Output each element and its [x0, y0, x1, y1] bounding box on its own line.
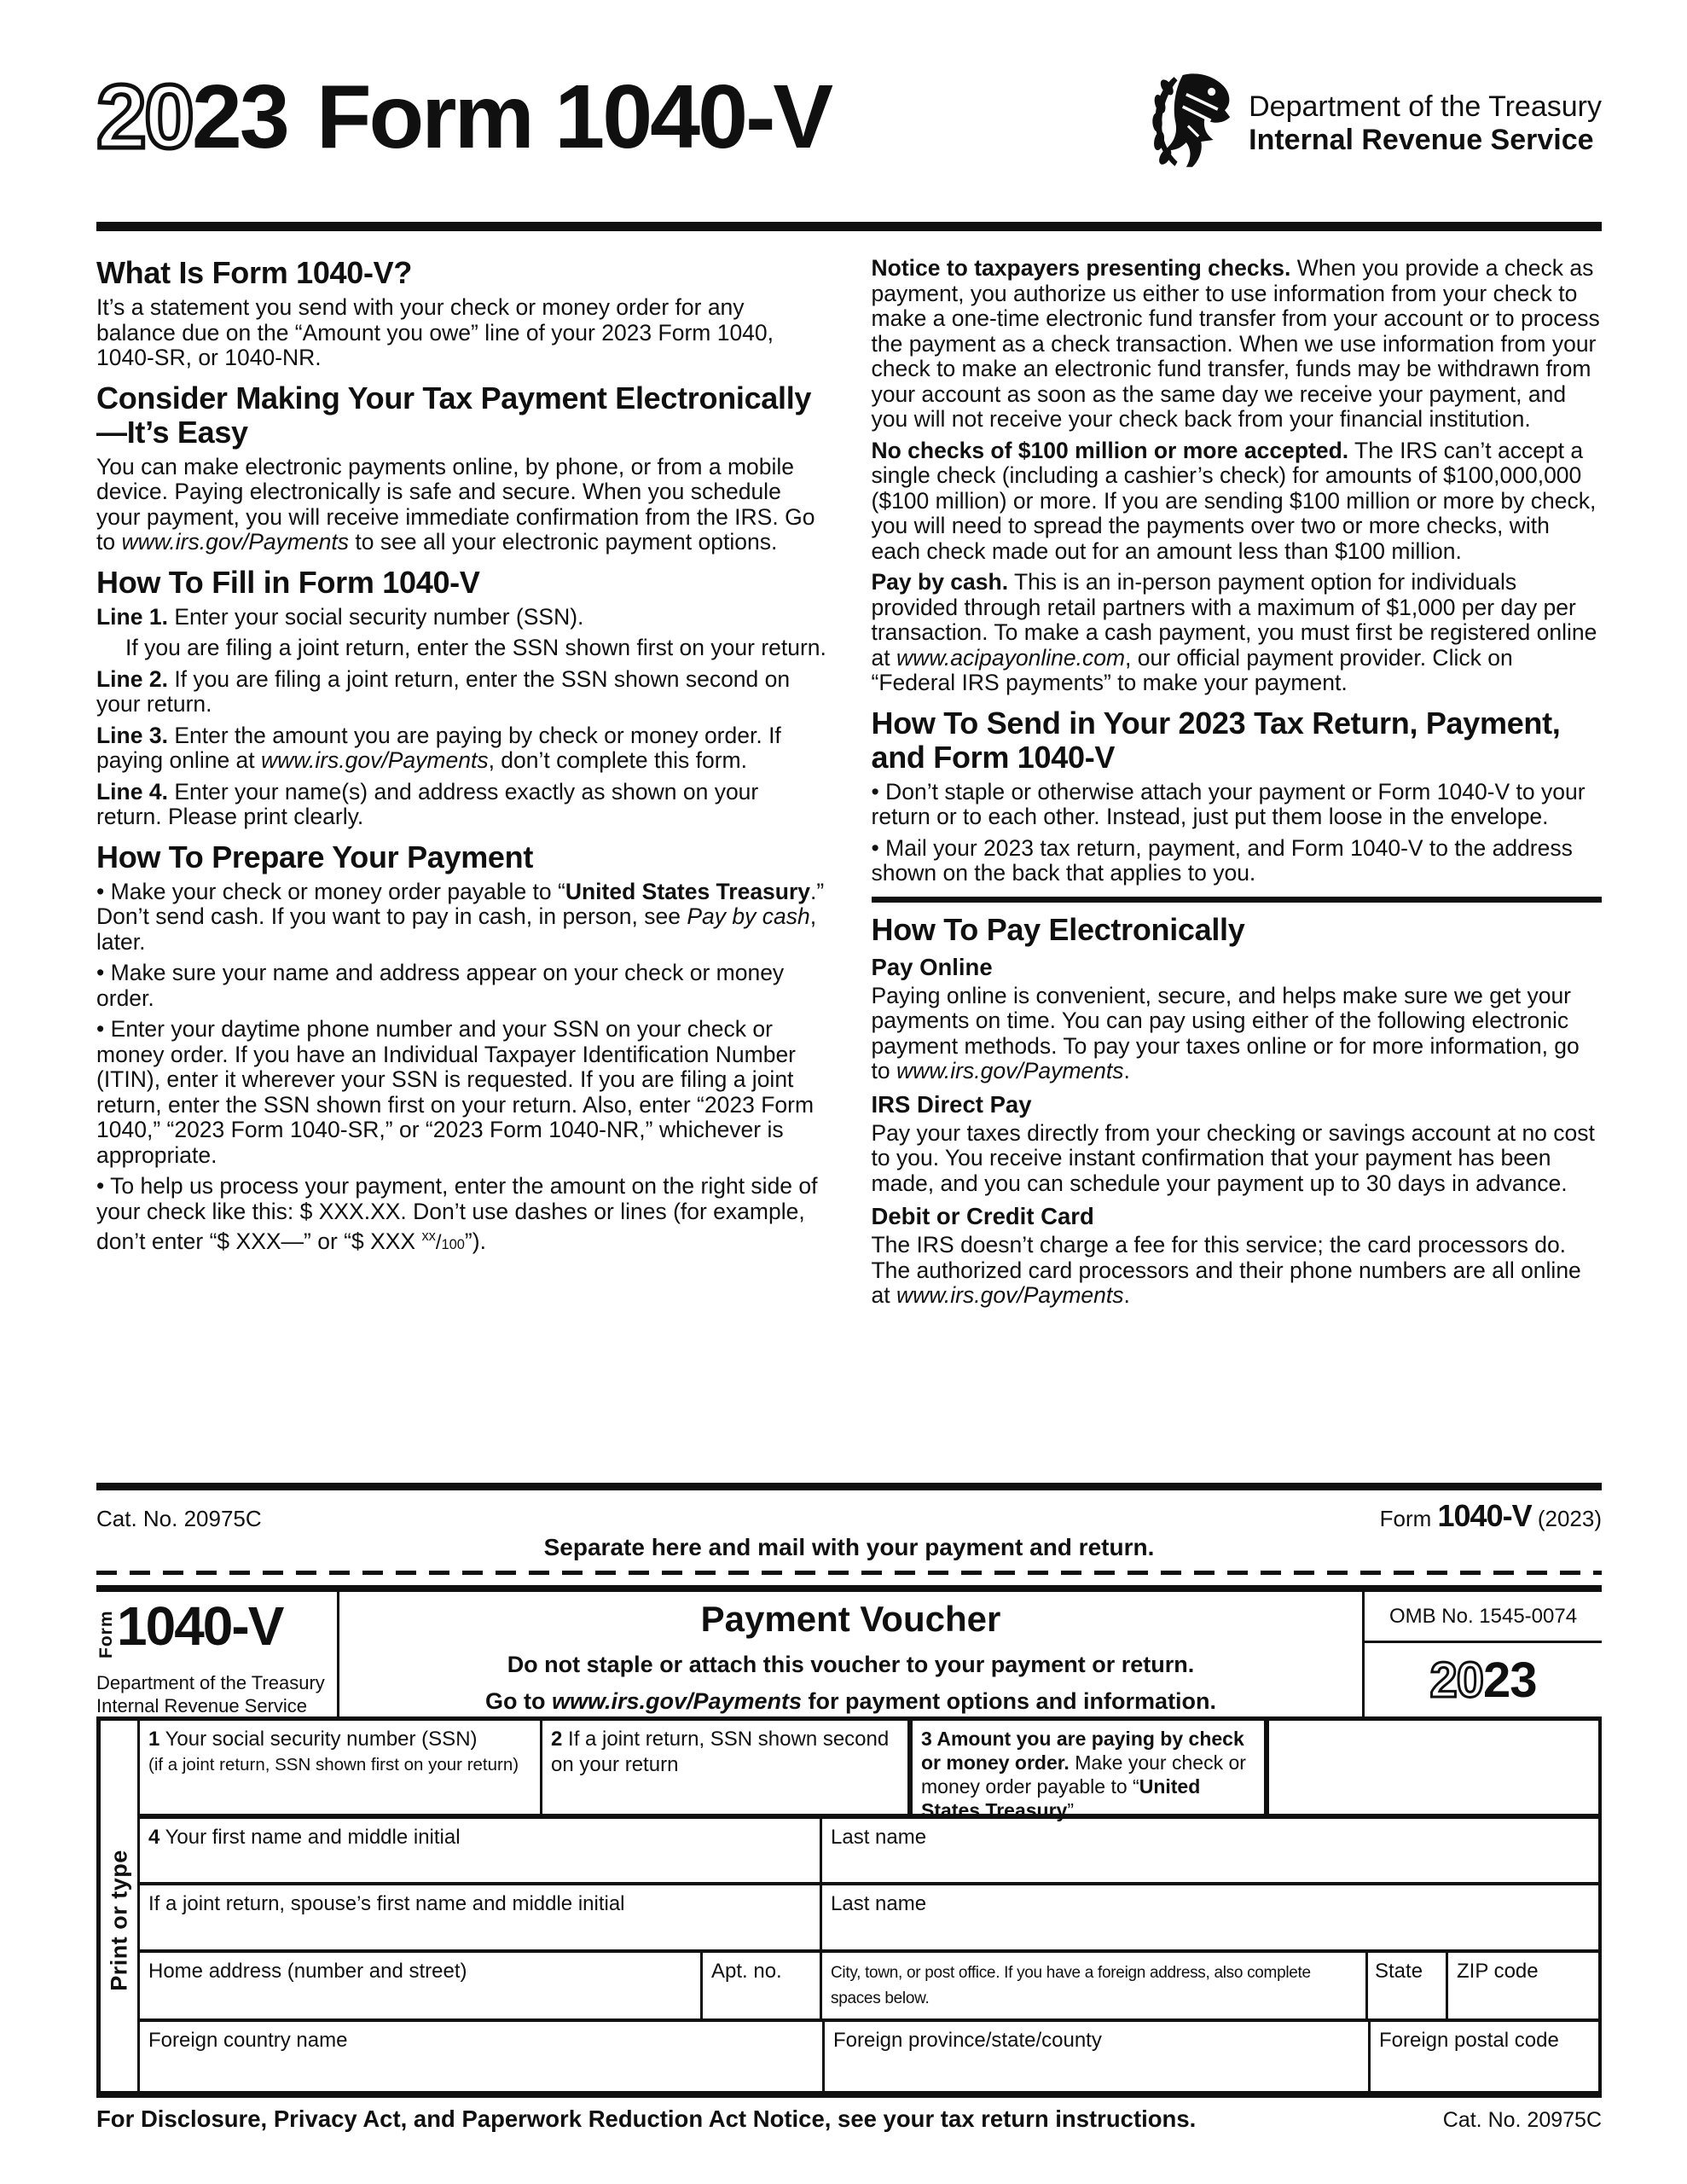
text: ”	[1067, 1799, 1074, 1822]
first-name-field[interactable]	[140, 1819, 822, 1882]
text: Your first name and middle initial	[159, 1826, 461, 1849]
text: .	[1123, 1282, 1130, 1308]
url-text: www.irs.gov/Payments	[121, 529, 350, 555]
city-field[interactable]	[822, 1953, 1368, 2018]
paragraph	[96, 295, 827, 371]
text: xx	[421, 1228, 436, 1244]
right-column	[872, 256, 1603, 1479]
paragraph	[96, 780, 827, 830]
form-number: 1040-V	[117, 1595, 283, 1657]
bold-lead: 3 Amount you are paying by check or money order.	[921, 1728, 1244, 1774]
table-row	[140, 1721, 1598, 1822]
form-word: Form	[96, 1610, 116, 1658]
text: .	[1123, 1058, 1130, 1083]
bold-lead: Line 3.	[96, 722, 168, 748]
paragraph	[96, 667, 827, 717]
text: Apt. no.	[711, 1960, 782, 1983]
bold-text: United States Treasury	[921, 1775, 1201, 1822]
form-reference	[1380, 1498, 1602, 1534]
form-number: 1040-V	[1437, 1498, 1532, 1533]
table-row	[140, 2022, 1598, 2091]
paragraph	[96, 636, 827, 661]
section-rule	[872, 897, 1603, 903]
catalog-line	[96, 1498, 1602, 1534]
year-solid: 23	[1483, 1653, 1537, 1708]
paragraph	[96, 723, 827, 774]
text: The IRS can’t accept a single check (including a cashier’s check) for amounts of $100,000,000 ($100 million) or more. If you are sending $100 million or more by check, you will need to spread the payments over two or more checks, with each check made out for an amount less than $100 million.	[871, 437, 1597, 564]
agency-irs: Internal Revenue Service	[1249, 124, 1594, 156]
subheading-direct-pay: IRS Direct Pay	[871, 1090, 1032, 1118]
text: Enter the amount you are paying by check or money order. If paying online at	[96, 722, 781, 773]
url-text: www.acipayonline.com	[896, 644, 1126, 671]
text: Last name	[831, 1892, 927, 1915]
field-note: (if a joint return, SSN shown first on your return)	[148, 1755, 519, 1774]
text: 100	[441, 1236, 465, 1252]
title-year-solid: 23	[191, 67, 287, 167]
foreign-postal-field[interactable]	[1371, 2022, 1598, 2091]
bold-lead: Notice to taxpayers presenting checks.	[871, 256, 1291, 281]
paragraph	[872, 1121, 1603, 1197]
bullet-item	[872, 836, 1603, 886]
heading-prepare-payment: How To Prepare Your Payment	[96, 839, 534, 874]
table-row	[140, 1819, 1598, 1885]
ssn-field[interactable]	[140, 1721, 542, 1814]
state-field[interactable]	[1368, 1953, 1448, 2018]
paragraph	[872, 439, 1603, 565]
heading-how-to-fill: How To Fill in Form 1040-V	[96, 564, 480, 600]
paragraph	[872, 256, 1603, 433]
text: for payment options and information.	[802, 1688, 1217, 1714]
fraction	[421, 1228, 464, 1254]
subheading-debit-credit: Debit or Credit Card	[871, 1203, 1094, 1229]
text: Foreign province/state/county	[833, 2029, 1102, 2052]
header-rule	[96, 222, 1602, 231]
heading-pay-electronically: How To Pay Electronically	[871, 911, 1245, 947]
url-text: www.irs.gov/Payments	[896, 1058, 1124, 1083]
agency-treasury: Department of the Treasury	[96, 1672, 325, 1693]
text: If a joint return, SSN shown second on your return	[551, 1728, 890, 1776]
zip-field[interactable]	[1448, 1953, 1598, 2018]
text: Make your check or money order payable to “	[921, 1751, 1246, 1798]
url-text: www.irs.gov/Payments	[261, 747, 489, 773]
cat-no: Cat. No. 20975C	[1442, 2108, 1602, 2132]
payment-voucher	[96, 1585, 1602, 2098]
omb-number: OMB No. 1545-0074	[1365, 1592, 1602, 1643]
spouse-last-name-field[interactable]	[822, 1885, 1598, 1949]
agency-treasury: Department of the Treasury	[1249, 90, 1602, 123]
agency-names	[1249, 90, 1602, 158]
text: If you are filing a joint return, enter the SSN shown first on your return.	[125, 635, 826, 660]
bullet-item	[96, 961, 827, 1011]
detach-dashed-line	[96, 1571, 1602, 1575]
text: /	[435, 1230, 442, 1254]
separator-strip	[96, 1483, 1602, 1575]
paragraph	[872, 984, 1603, 1084]
table-row	[140, 1953, 1598, 2022]
voucher-omb-block	[1365, 1592, 1602, 1716]
bold-lead: Line 1.	[96, 603, 168, 630]
agency-irs: Internal Revenue Service	[96, 1694, 308, 1716]
text: Enter your name(s) and address exactly as shown on your return. Please print clearly.	[96, 778, 759, 829]
text: City, town, or post office. If you have a foreign address, also complete spaces below.	[831, 1964, 1311, 2007]
amount-label-cell	[907, 1721, 1269, 1822]
text: • Make sure your name and address appear on your check or money order.	[96, 960, 785, 1011]
paragraph	[96, 605, 827, 630]
last-name-field[interactable]	[822, 1819, 1598, 1882]
bullet-item	[96, 880, 827, 956]
disclosure-notice: For Disclosure, Privacy Act, and Paperwork Reduction Act Notice, see your tax return instructions.	[96, 2106, 1197, 2132]
text: Last name	[831, 1826, 927, 1849]
field-number: 2	[551, 1728, 563, 1751]
text: Home address (number and street)	[148, 1960, 467, 1983]
print-or-type-label: Print or type	[106, 1850, 131, 1992]
spouse-ssn-field[interactable]	[542, 1721, 907, 1814]
bold-lead: Line 2.	[96, 665, 168, 692]
paragraph	[96, 455, 827, 555]
apt-no-field[interactable]	[703, 1953, 822, 2018]
voucher-fields	[140, 1721, 1598, 2091]
text: • To help us process your payment, enter the amount on the right side of your check like this: $ XXX.XX. Don’t use dashes or lines (for example, don’t enter “$ XXX—” or “$ XXX	[96, 1173, 818, 1254]
separate-here-label: Separate here and mail with your payment and return.	[543, 1534, 1155, 1560]
footer-rule	[96, 1483, 1602, 1490]
text: This is an in-person payment option for individuals provided through retail partners with a maximum of $1,000 per day per transaction. To make a cash payment, you must first be registered online at	[871, 569, 1597, 671]
page-title	[96, 67, 832, 167]
header	[96, 67, 1602, 174]
text: Foreign postal code	[1379, 2029, 1559, 2052]
print-or-type-strip	[101, 1721, 140, 2091]
left-column	[96, 256, 827, 1479]
heading-what-is: What Is Form 1040-V?	[96, 256, 413, 290]
table-row	[140, 1885, 1598, 1953]
amount-input[interactable]	[1269, 1721, 1598, 1814]
voucher-form-block	[96, 1592, 339, 1716]
field-label	[148, 1727, 531, 1752]
voucher-goto-line	[365, 1688, 1336, 1715]
spouse-first-name-field[interactable]	[140, 1885, 822, 1949]
subheading-pay-online: Pay Online	[871, 953, 993, 980]
field-number: 4	[148, 1826, 160, 1849]
foreign-country-field[interactable]	[140, 2022, 825, 2091]
text: • Enter your daytime phone number and your SSN on your check or money order. If you have an Individual Taxpayer Identification Number (ITIN), enter it wherever your SSN is requested. If you are filing a joint return, enter the SSN shown first on your return. Also, enter “2023 Form 1040,” “2023 Form 1040-SR,” or “2023 Form 1040-NR,” whichever is appropriate.	[96, 1016, 815, 1168]
voucher-title-block	[339, 1592, 1365, 1716]
bottom-notice	[96, 2106, 1602, 2133]
text: .” Don’t send cash. If you want to pay in cash, in person, see	[96, 878, 825, 929]
title-form-number: Form 1040-V	[316, 67, 832, 167]
paragraph	[872, 570, 1603, 696]
url-text: www.irs.gov/Payments	[896, 1282, 1124, 1308]
text: Foreign country name	[148, 2029, 348, 2052]
voucher-header	[96, 1585, 1602, 1716]
text: Go to	[484, 1688, 552, 1714]
bold-text: United States Treasury	[565, 878, 811, 904]
text: • Mail your 2023 tax return, payment, and Form 1040-V to the address shown on the back that applies to you.	[871, 834, 1573, 886]
text: to see all your electronic payment options.	[349, 529, 778, 555]
heading-how-to-send: How To Send in Your 2023 Tax Return, Payment, and Form 1040-V	[871, 705, 1561, 775]
text: • Make your check or money order payable to “	[96, 878, 565, 904]
voucher-title: Payment Voucher	[700, 1599, 1001, 1639]
bullet-item	[96, 1174, 827, 1258]
text: Your social security number (SSN)	[159, 1728, 478, 1751]
bold-lead: Line 4.	[96, 778, 168, 804]
foreign-province-field[interactable]	[825, 2022, 1371, 2091]
text: You can make electronic payments online, by phone, or from a mobile device. Paying electronically is safe and secure. When you schedule your payment, you will receive immediate confirmation from the IRS. Go to	[96, 453, 815, 555]
text: , don’t complete this form.	[488, 747, 747, 773]
voucher-form-number	[96, 1595, 337, 1658]
heading-consider: Consider Making Your Tax Payment Electronically—It’s Easy	[96, 380, 812, 450]
text: , our official payment provider. Click on “Federal IRS payments” to make your payment.	[871, 644, 1513, 695]
text: Form	[1379, 1506, 1432, 1531]
text: State	[1375, 1960, 1423, 1983]
text: It’s a statement you send with your check or money order for any balance due on the “Amount you owe” line of your 2023 Form 1040, 1040-SR, or 1040-NR.	[96, 294, 774, 370]
text: , later.	[96, 903, 817, 955]
home-address-field[interactable]	[140, 1953, 703, 2018]
text: Enter your social security number (SSN).	[167, 603, 584, 630]
year-outline: 20	[1429, 1653, 1483, 1708]
text: The IRS doesn’t charge a fee for this service; the card processors do. The authorized card processors and their phone numbers are all online at	[871, 1232, 1581, 1308]
bullet-item	[872, 780, 1603, 830]
irs-eagle-icon	[1146, 73, 1237, 174]
paragraph	[872, 1233, 1603, 1309]
text: • Don’t staple or otherwise attach your payment or Form 1040-V to your return or to each other. Instead, just put them loose in the envelope.	[871, 778, 1586, 829]
url-text: www.irs.gov/Payments	[551, 1688, 803, 1714]
voucher-year	[1365, 1643, 1602, 1709]
bullet-item	[96, 1017, 827, 1168]
text: (2023)	[1537, 1506, 1602, 1531]
cat-no: Cat. No. 20975C	[96, 1506, 262, 1531]
voucher-subtitle: Do not staple or attach this voucher to your payment or return.	[507, 1652, 1195, 1677]
voucher-table	[96, 1716, 1602, 2098]
text: When you provide a check as payment, you authorize us either to use information from your check to make a one-time electronic fund transfer from your account or to process the payment as a check transaction. When we use information from your check to make an electronic fund transfer, funds may be withdrawn from your account as soon as the same day we receive your payment, and you will not receive your check back from your financial institution.	[871, 256, 1600, 432]
text: If you are filing a joint return, enter the SSN shown second on your return.	[96, 665, 791, 717]
instructions	[96, 256, 1602, 1479]
text: If a joint return, spouse’s first name and middle initial	[148, 1892, 625, 1915]
field-number: 1	[148, 1728, 160, 1751]
text: Paying online is convenient, secure, and helps make sure we get your payments on time. You can pay using either of the following electronic payment methods. To pay your taxes online or for more information, go to	[871, 982, 1580, 1083]
title-year-outline: 20	[96, 67, 192, 167]
agency-block	[1146, 73, 1602, 174]
bold-lead: Pay by cash.	[871, 569, 1009, 595]
bold-lead: No checks of $100 million or more accepted.	[871, 437, 1349, 463]
text: ”).	[464, 1228, 486, 1254]
italic-text: Pay by cash	[687, 903, 810, 929]
text: Pay your taxes directly from your checking or savings account at no cost to you. You receive instant confirmation that your payment has been made, and you can schedule your payment up to 30 days in advance.	[871, 1119, 1595, 1196]
text: ZIP code	[1457, 1960, 1539, 1983]
